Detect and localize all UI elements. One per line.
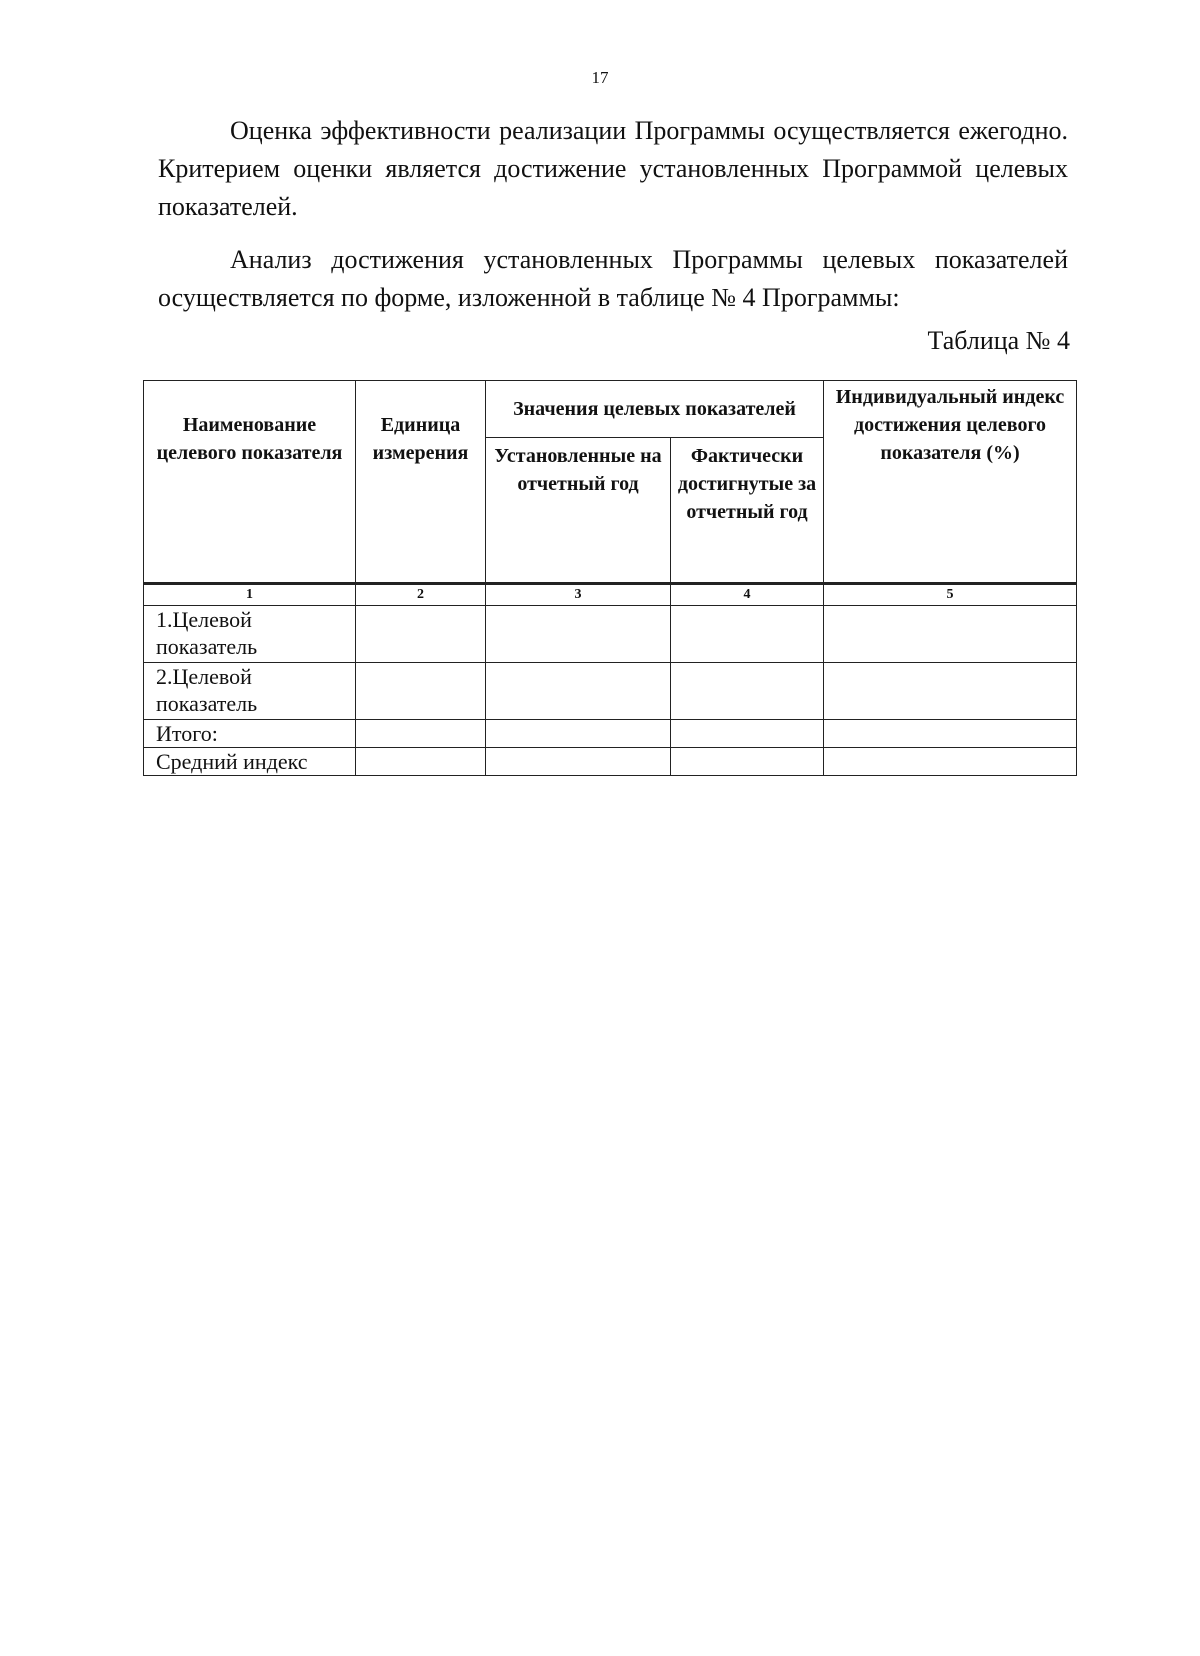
- row-label: Средний индекс: [144, 748, 356, 776]
- unit-cell: [356, 720, 486, 748]
- actual-cell: [671, 606, 824, 663]
- table-row: [144, 748, 1077, 776]
- column-number: 4: [671, 584, 824, 606]
- unit-cell: [356, 606, 486, 663]
- column-number: 1: [144, 584, 356, 606]
- table-row: [144, 720, 1077, 748]
- row-label: Итого:: [144, 720, 356, 748]
- table-row: [144, 663, 1077, 720]
- column-number: 2: [356, 584, 486, 606]
- header-achievement-index: Индивидуальный индекс достижения целевого показателя (%): [824, 381, 1077, 584]
- planned-cell: [486, 720, 671, 748]
- column-number: 5: [824, 584, 1077, 606]
- header-planned: Установленные на отчетный год: [486, 438, 671, 584]
- actual-cell: [671, 748, 824, 776]
- table-caption: Таблица № 4: [927, 326, 1070, 355]
- column-number-row: [144, 584, 1077, 606]
- unit-cell: [356, 663, 486, 720]
- column-number: 3: [486, 584, 671, 606]
- header-unit: Единица измерения: [356, 381, 486, 584]
- index-cell: [824, 748, 1077, 776]
- target-indicators-table: [143, 380, 1077, 776]
- index-cell: [824, 720, 1077, 748]
- table-row: [144, 606, 1077, 663]
- actual-cell: [671, 663, 824, 720]
- header-actual: Фактически достигнутые за отчетный год: [671, 438, 824, 584]
- planned-cell: [486, 663, 671, 720]
- row-label: 2.Целевой показатель: [144, 663, 356, 720]
- index-cell: [824, 663, 1077, 720]
- header-row-1: [144, 381, 1077, 438]
- header-indicator-name: Наименование целевого показателя: [144, 381, 356, 584]
- index-cell: [824, 606, 1077, 663]
- page-number: 17: [591, 68, 609, 87]
- planned-cell: [486, 606, 671, 663]
- planned-cell: [486, 748, 671, 776]
- actual-cell: [671, 720, 824, 748]
- paragraph-analysis: Анализ достижения установленных Программы целевых показателей осуществляется по форме, изложенной в таблице № 4 Программы:: [158, 245, 1068, 312]
- row-label: 1.Целевой показатель: [144, 606, 356, 663]
- paragraph-evaluation: Оценка эффективности реализации Программы осуществляется ежегодно. Критерием оценки является достижение установленных Программой целевых показателей.: [158, 116, 1068, 221]
- unit-cell: [356, 748, 486, 776]
- header-target-values: Значения целевых показателей: [486, 381, 824, 438]
